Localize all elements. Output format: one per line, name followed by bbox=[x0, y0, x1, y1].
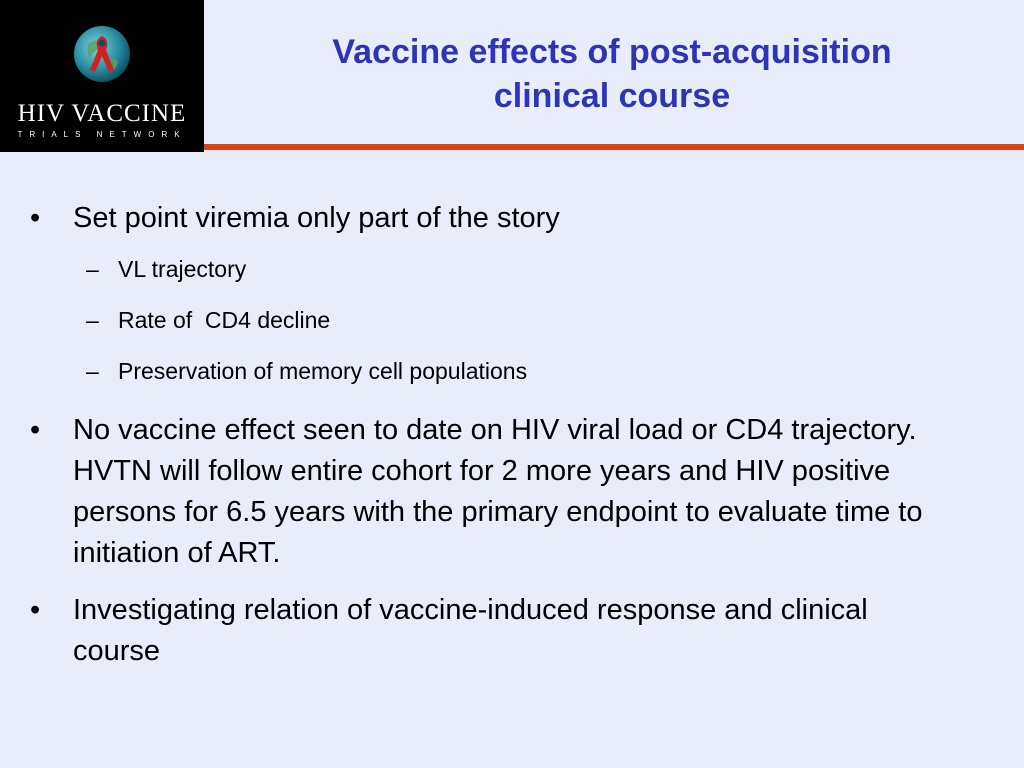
sub-bullet-1 bbox=[86, 252, 958, 286]
globe-with-red-ribbon-icon bbox=[72, 24, 132, 84]
sub-bullet-marker: – bbox=[86, 256, 99, 282]
slide-title-line-2: clinical course bbox=[493, 77, 731, 115]
sub-bullet-text: Preservation of memory cell populations bbox=[118, 358, 528, 384]
sub-bullet-3 bbox=[86, 354, 958, 388]
logo-main-text: HIV VACCINE bbox=[17, 100, 187, 127]
bullet-marker: • bbox=[30, 594, 41, 626]
hvtn-logo bbox=[0, 0, 204, 152]
title-divider bbox=[204, 144, 1024, 150]
sub-bullet-marker: – bbox=[86, 358, 99, 384]
bullet-text: No vaccine effect seen to date on HIV viral load or CD4 trajectory. HVTN will follow entire cohort for 2 more years and HIV positive persons for 6.5 years with the primary endpoint to evaluate time to initiation of ART. bbox=[73, 414, 923, 569]
bullet-3 bbox=[30, 590, 953, 672]
bullet-1 bbox=[30, 198, 953, 239]
bullet-text: Set point viremia only part of the story bbox=[73, 202, 560, 234]
sub-bullet-text: VL trajectory bbox=[118, 256, 247, 282]
bullet-marker: • bbox=[30, 202, 41, 234]
bullet-text: Investigating relation of vaccine-induced response and clinical course bbox=[73, 594, 868, 667]
bullet-marker: • bbox=[30, 414, 41, 446]
bullet-2 bbox=[30, 410, 953, 574]
sub-bullet-marker: – bbox=[86, 307, 99, 333]
sub-bullet-2 bbox=[86, 303, 958, 337]
slide-title bbox=[212, 30, 1012, 118]
slide-body bbox=[0, 198, 1024, 672]
sub-bullet-text: Rate of CD4 decline bbox=[118, 307, 331, 333]
logo-sub-text: TRIALS NETWORK bbox=[17, 130, 187, 139]
slide-title-line-1: Vaccine effects of post-acquisition bbox=[332, 33, 892, 71]
